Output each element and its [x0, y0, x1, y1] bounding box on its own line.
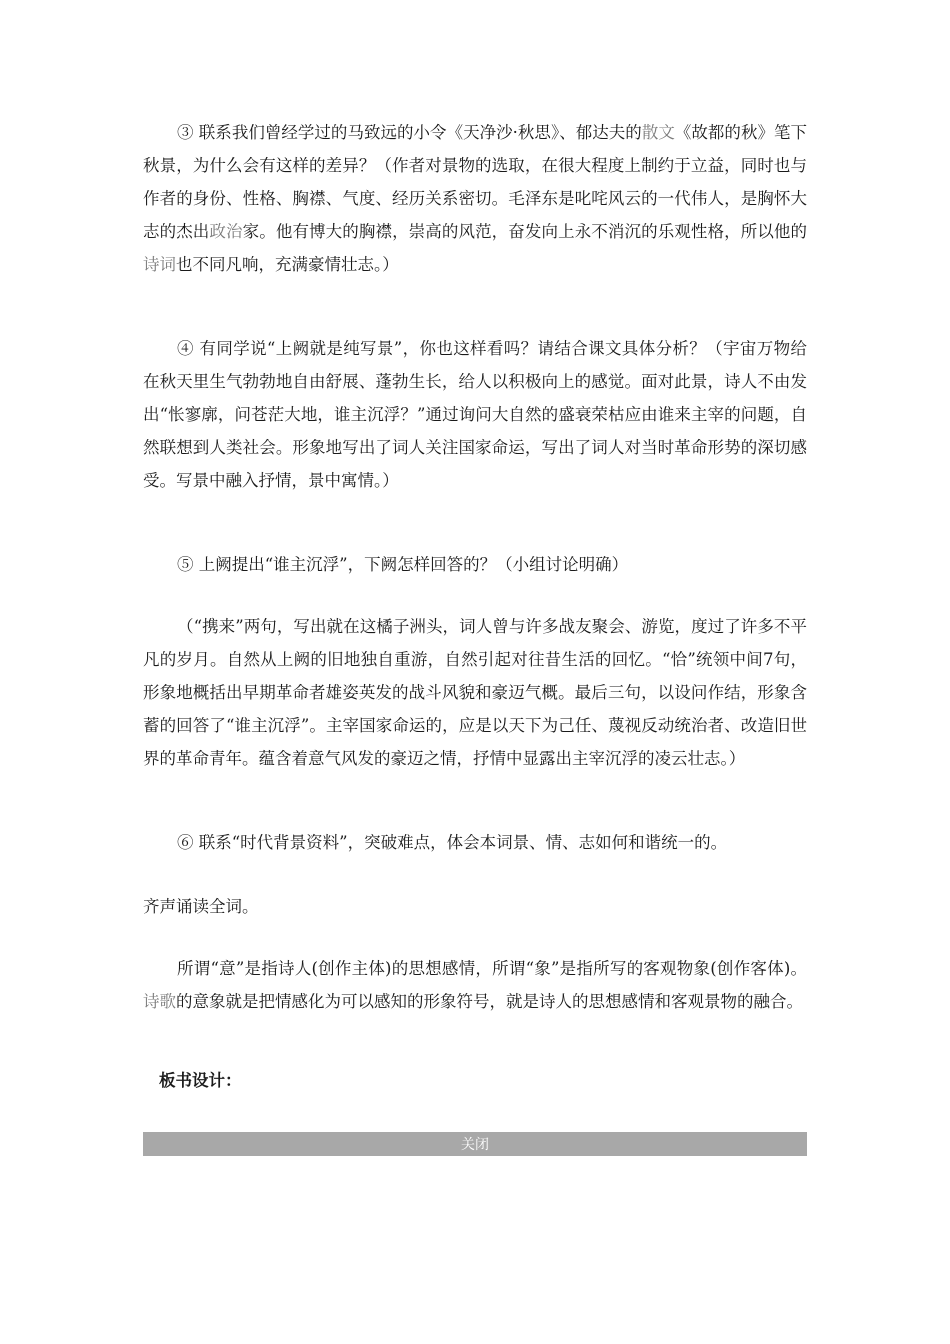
paragraph-text: 所谓“意”是指诗人(创作主体)的思想感情，所谓“象”是指所写的客观物象(创作客体)。	[177, 959, 807, 978]
paragraph-answer-5: （“携来”两句，写出就在这橘子洲头，词人曾与许多战友聚会、游览，度过了许多不平凡的岁月。自然从上阙的旧地独自重游，自然引起对往昔生活的回忆。“恰”统领中间7句，形象地概括出早期革命者雄姿英发的战斗风貌和豪迈气概。最后三句，以设问作结，形象含蓄的回答了“谁主沉浮”。主宰国家命运的，应是以天下为己任、蔑视反动统治者、改造旧世界的革命青年。蕴含着意气风发的豪迈之情，抒情中显露出主宰沉浮的凌云壮志。）	[143, 617, 807, 768]
link-zhengzhi[interactable]: 政治	[209, 222, 243, 241]
paragraph-yixiang	[143, 952, 807, 1018]
paragraph-text: 也不同凡响，充满豪情壮志。）	[176, 255, 399, 274]
paragraph-question-5: ⑤ 上阙提出“谁主沉浮”，下阙怎样回答的？（小组讨论明确）	[177, 555, 629, 574]
close-button[interactable]: 关闭	[143, 1132, 807, 1156]
paragraph-question-3	[143, 116, 807, 281]
paragraph-text: 的意象就是把情感化为可以感知的形象符号，就是诗人的思想感情和客观景物的融合。	[176, 992, 803, 1011]
link-shige[interactable]: 诗歌	[143, 992, 176, 1011]
paragraph-question-4: ④ 有同学说“上阙就是纯写景”，你也这样看吗？请结合课文具体分析？（宇宙万物给在秋天里生气勃勃地自由舒展、蓬勃生长，给人以积极向上的感觉。面对此景，诗人不由发出“怅寥廓，问苍茫大地，谁主沉浮？”通过询问大自然的盛衰荣枯应由谁来主宰的问题，自然联想到人类社会。形象地写出了词人关注国家命运，写出了词人对当时革命形势的深切感受。写景中融入抒情，景中寓情。）	[143, 339, 807, 490]
paragraph-question-6: ⑥ 联系“时代背景资料”，突破难点，体会本词景、情、志如何和谐统一的。	[177, 833, 728, 852]
heading-board-design: 板书设计：	[159, 1071, 242, 1090]
paragraph-text: 家。他有博大的胸襟，崇高的风范，奋发向上永不消沉的乐观性格，所以他的	[242, 222, 808, 241]
paragraph-recite: 齐声诵读全词。	[143, 897, 259, 916]
paragraph-text: ③ 联系我们曾经学过的马致远的小令《天净沙·秋思》、郁达夫的	[177, 123, 642, 142]
link-shici[interactable]: 诗词	[143, 255, 176, 274]
link-sanwen[interactable]: 散文	[641, 123, 675, 142]
paragraph-text: 《故都的秋》笔下秋景，为什么会有这样的差异？（作者对景物的选取，在很大程度上制约于立益，同时也与作者的身份、性格、胸襟、气度、经历关系密切。毛泽东是叱咤风云的一代伟人，是胸怀大志的杰出	[143, 123, 808, 241]
